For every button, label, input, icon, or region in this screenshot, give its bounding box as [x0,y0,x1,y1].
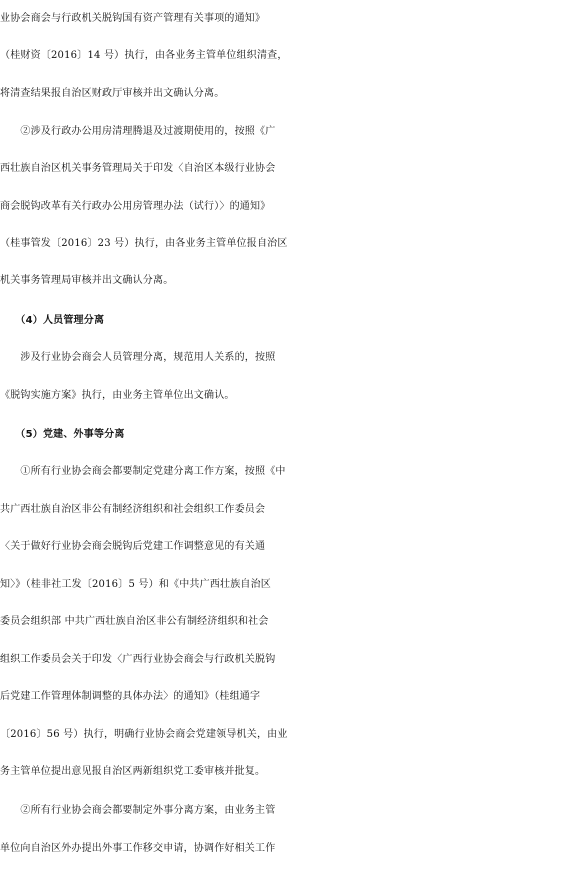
text-line: 〈关于做好行业协会商会脱钩后党建工作调整意见的有关通 [0,541,266,552]
text-line: 知〉》（桂非社工发〔2016〕5 号）和《中共广西壮族自治区 [0,579,271,590]
text-line: 〔2016〕56 号）执行，明确行业协会商会党建领导机关，由业 [0,729,288,740]
text-line: 涉及行业协会商会人员管理分离，规范用人关系的，按照 [0,352,276,363]
text-line: 业协会商会与行政机关脱钩国有资产管理有关事项的通知》 [0,13,266,24]
text-line: 共广西壮族自治区非公有制经济组织和社会组织工作委员会 [0,504,266,515]
text-line: ①所有行业协会商会都要制定党建分离工作方案，按照《中 [0,466,286,477]
text-line: 单位向自治区外办提出外事工作移交申请，协调作好相关工作 [0,843,276,854]
text-line: 商会脱钩改革有关行政办公用房管理办法（试行）〉的通知》 [0,201,271,212]
text-line: 将清查结果报自治区财政厅审核并出文确认分离。 [0,88,225,99]
text-line: 委员会组织部 中共广西壮族自治区非公有制经济组织和社会 [0,616,269,627]
section-heading: （4）人员管理分离 [0,315,105,326]
text-line: ②涉及行政办公用房清理腾退及过渡期使用的，按照《广 [0,126,276,137]
text-line: 《脱钩实施方案》执行，由业务主管单位出文确认。 [0,390,235,401]
text-line: 机关事务管理局审核并出文确认分离。 [0,275,174,286]
text-line: （桂事管发〔2016〕23 号）执行，由各业务主管单位报自治区 [0,238,288,249]
text-line: ②所有行业协会商会都要制定外事分离方案，由业务主管 [0,805,276,816]
text-line: 务主管单位提出意见报自治区两新组织党工委审核并批复。 [0,766,266,777]
text-line: （桂财资〔2016〕14 号）执行，由各业务主管单位组织清查， [0,50,288,61]
text-line: 组织工作委员会关于印发〈广西行业协会商会与行政机关脱钩 [0,654,276,665]
text-line: 后党建工作管理体制调整的具体办法〉的通知》（桂组通字 [0,691,261,702]
section-heading: （5）党建、外事等分离 [0,429,125,440]
text-line: 西壮族自治区机关事务管理局关于印发〈自治区本级行业协会 [0,163,276,174]
